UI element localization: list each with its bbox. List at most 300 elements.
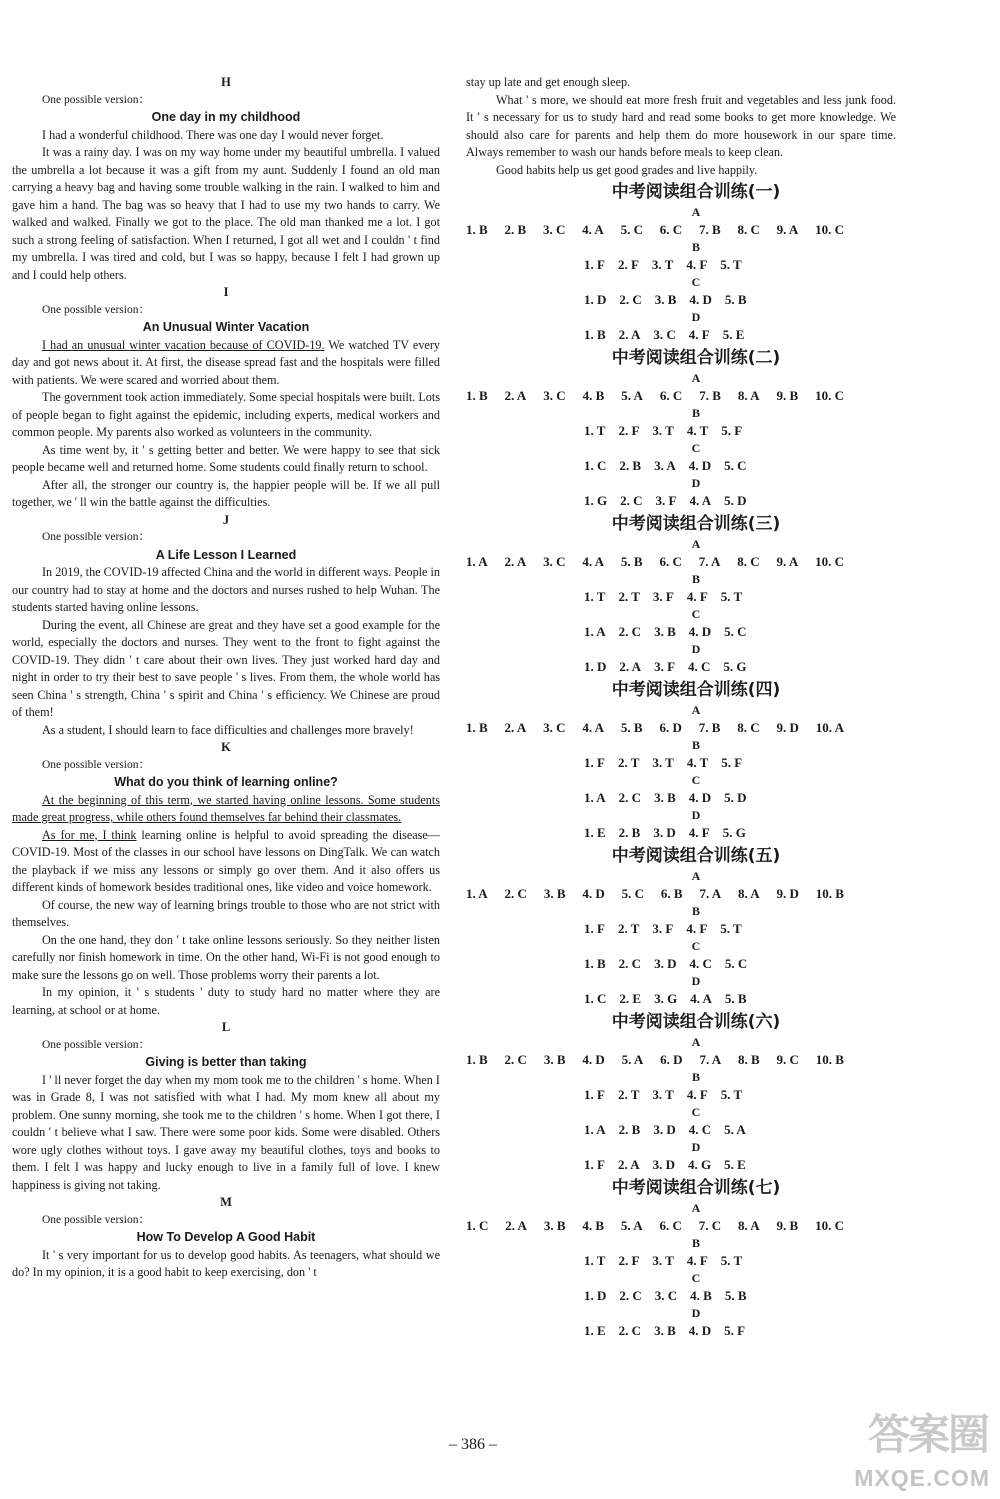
training-title: 中考阅读组合训练(二) — [611, 348, 781, 368]
part-letter: A — [691, 703, 701, 717]
essay-paragraph — [12, 477, 440, 512]
essay-section — [12, 1194, 440, 1282]
answer-item: 5. E — [724, 1157, 746, 1172]
answer-item: 5. A — [620, 1218, 643, 1233]
answer-item: 1. A — [466, 554, 488, 569]
essay-paragraph — [12, 792, 440, 827]
answer-row — [466, 324, 896, 345]
part-letter: B — [691, 904, 700, 918]
answer-item: 2. A — [504, 388, 527, 403]
answer-item: 3. B — [543, 1218, 566, 1233]
answer-item: 2. C — [504, 886, 527, 901]
essay-paragraph — [12, 984, 440, 1019]
answer-item: 5. F — [721, 755, 743, 770]
answer-item: 3. B — [654, 790, 676, 805]
essay-paragraph — [12, 442, 440, 477]
answer-item: 1. T — [584, 423, 606, 438]
watermark-url: MXQE.COM — [854, 1465, 990, 1491]
part-letter: D — [691, 974, 701, 988]
answer-item: 1. B — [466, 388, 488, 403]
answer-item: 2. C — [504, 1052, 527, 1067]
answer-item: 1. T — [584, 589, 606, 604]
essay-letter: M — [220, 1195, 232, 1209]
part-letter: B — [691, 1236, 700, 1250]
paragraph-text: As a student, I should learn to face difficulties and challenges more bravely! — [42, 722, 414, 737]
paragraph-text: learning online is helpful to avoid spreading the disease—COVID-19. Most of the classes in our school have lessons on DingTalk. We can watch the playback if we miss any lessons or simply go over them. And it also offers us different kinds of homework besides traditional ones, like video and voice homework. — [12, 827, 440, 894]
answer-item: 2. A — [617, 1157, 640, 1172]
answer-item: 9. A — [776, 554, 799, 569]
answer-item: 4. T — [686, 423, 709, 438]
part-letter: D — [691, 476, 701, 490]
answer-item: 2. E — [619, 991, 642, 1006]
essay-section — [12, 74, 440, 284]
answer-item: 6. C — [659, 1218, 682, 1233]
answer-item: 4. F — [686, 1253, 708, 1268]
answer-item: 4. D — [688, 624, 712, 639]
training-block — [466, 677, 896, 843]
answer-item: 10. C — [815, 1218, 844, 1233]
essay-paragraph — [12, 722, 440, 740]
paragraph-text: The government took action immediately. Some special hospitals were built. Lots of people began to fight against the epidemic, including experts, medical workers and common people. My parents also worked as volunteers in the community. — [12, 390, 440, 439]
part-letter: B — [691, 572, 700, 586]
answer-item: 2. T — [618, 589, 640, 604]
answer-item: 8. A — [737, 1218, 760, 1233]
essay-letter: L — [221, 1020, 231, 1034]
answer-item: 3. T — [652, 755, 674, 770]
answer-item: 2. A — [618, 327, 641, 342]
answer-item: 8. A — [737, 886, 760, 901]
part-letter: B — [691, 240, 700, 254]
answer-row — [466, 883, 896, 904]
answer-item: 1. B — [584, 327, 606, 342]
answer-item: 7. B — [698, 222, 721, 237]
answer-item: 4. C — [688, 659, 711, 674]
answer-item: 2. C — [618, 790, 642, 805]
training-block — [466, 1175, 896, 1341]
answer-item: 3. A — [654, 458, 676, 473]
answer-item: 1. F — [584, 755, 605, 770]
watermark — [806, 1402, 996, 1496]
part-letter: C — [691, 1105, 701, 1119]
answer-item: 3. D — [653, 1122, 676, 1137]
underlined-sentence: I had an unusual winter vacation because of COVID-19. — [42, 337, 325, 352]
answer-item: 10. C — [815, 222, 844, 237]
answer-item: 3. C — [543, 554, 566, 569]
answer-item: 1. D — [584, 659, 607, 674]
version-label: One possible version： — [42, 1213, 150, 1226]
answer-item: 4. A — [690, 991, 712, 1006]
part-letter: C — [691, 441, 701, 455]
answer-item: 5. A — [621, 388, 643, 403]
answer-item: 5. F — [724, 1323, 746, 1338]
part-letter: A — [691, 869, 701, 883]
answer-item: 5. D — [724, 790, 747, 805]
training-block — [466, 1009, 896, 1175]
part-letter: B — [691, 406, 700, 420]
answer-item: 5. T — [720, 921, 742, 936]
answer-item: 5. B — [724, 1288, 747, 1303]
answer-item: 3. T — [652, 1087, 674, 1102]
answer-item: 6. C — [659, 222, 683, 237]
answer-item: 3. C — [542, 222, 566, 237]
answer-item: 10. B — [815, 1052, 844, 1067]
version-label: One possible version： — [42, 1038, 150, 1051]
essay-title: What do you think of learning online? — [114, 775, 338, 789]
training-block — [466, 345, 896, 511]
paragraph-text: I ' ll never forget the day when my mom took me to the children ' s home. When I was in Grade 8, I was not satisfied with what I had. My mom knew all about my problem. One sunny morning, she took me to the children ' s home. When I got there, I couldn ' t believe what I saw. There were some poor kids. Some were disabled. Others wore ugly clothes without toys. I gave away my beautiful clothes, toys and books to them. I felt I was happy and lucky enough to live in a family full of love. I knew happiness is giving not taking. — [12, 1072, 440, 1192]
training-block — [466, 843, 896, 1009]
answer-item: 10. A — [815, 720, 844, 735]
answer-item: 1. A — [466, 886, 488, 901]
answer-item: 1. D — [584, 292, 607, 307]
answer-row — [466, 1084, 896, 1105]
essay-paragraph: stay up late and get enough sleep. — [466, 75, 631, 89]
version-label: One possible version： — [42, 531, 150, 543]
part-letter: D — [691, 1140, 701, 1154]
answer-item: 3. B — [654, 292, 677, 307]
answer-item: 2. A — [505, 1218, 527, 1233]
answer-item: 2. B — [618, 1122, 641, 1137]
part-letter: C — [691, 1271, 701, 1285]
answer-item: 4. D — [689, 292, 712, 307]
answer-item: 2. B — [619, 458, 642, 473]
answer-row — [466, 787, 896, 808]
answer-item: 2. T — [617, 1087, 640, 1102]
version-label: One possible version： — [42, 93, 150, 106]
answer-row — [466, 1049, 896, 1070]
answer-item: 2. C — [619, 292, 642, 307]
answer-item: 7. A — [699, 886, 722, 901]
answer-item: 6. B — [660, 886, 683, 901]
part-letter: C — [691, 773, 701, 787]
answer-item: 3. B — [654, 1323, 676, 1338]
answer-item: 6. D — [660, 1052, 683, 1067]
answer-item: 1. F — [584, 1157, 605, 1172]
answer-item: 1. A — [584, 1122, 606, 1137]
answer-item: 3. G — [654, 991, 678, 1006]
answer-item: 4. F — [686, 589, 708, 604]
part-letter: B — [691, 738, 700, 752]
answer-item: 4. A — [582, 554, 605, 569]
answer-item: 9. C — [776, 1052, 799, 1067]
answer-item: 8. A — [737, 388, 760, 403]
essay-letter: I — [223, 285, 229, 299]
answer-item: 2. C — [618, 956, 642, 971]
paragraph-text: On the one hand, they don ' t take online lessons seriously. So they neither listen carefully nor finish homework in time. On the other hand, Wi-Fi is not good enough to make sure the lessons go on well. Those problems worry their parents a lot. — [12, 932, 440, 982]
answer-item: 5. T — [720, 1253, 743, 1268]
answer-item: 4. D — [688, 790, 712, 805]
answer-item: 1. G — [584, 493, 608, 508]
answer-item: 5. D — [724, 493, 747, 508]
essay-title: An Unusual Winter Vacation — [142, 320, 310, 334]
answer-item: 5. A — [724, 1122, 746, 1137]
answer-row — [466, 1119, 896, 1140]
part-letter: D — [691, 310, 701, 324]
answer-item: 6. C — [659, 388, 683, 403]
answer-item: 4. F — [688, 825, 710, 840]
essay-section — [12, 512, 440, 740]
answer-item: 1. C — [466, 1218, 489, 1233]
answer-item: 1. A — [584, 624, 606, 639]
answer-item: 5. T — [720, 589, 743, 604]
answer-item: 7. A — [699, 1052, 722, 1067]
answer-row — [466, 822, 896, 843]
answer-item: 2. B — [504, 222, 527, 237]
paragraph-text: Of course, the new way of learning brings trouble to those who are not strict with themselves. — [12, 897, 440, 929]
answer-item: 1. B — [466, 222, 488, 237]
part-letter: A — [691, 371, 701, 385]
essay-paragraph — [12, 564, 440, 617]
part-letter: C — [691, 939, 701, 953]
part-letter: A — [691, 537, 701, 551]
answer-item: 6. D — [659, 720, 682, 735]
answer-item: 4. F — [686, 257, 708, 272]
answer-item: 3. B — [543, 886, 566, 901]
answer-item: 1. B — [466, 720, 488, 735]
answer-row — [466, 1250, 896, 1271]
essay-title: A Life Lesson I Learned — [155, 547, 297, 562]
answer-item: 4. B — [582, 388, 605, 403]
answer-item: 8. C — [737, 222, 760, 237]
essay-letter: H — [221, 75, 231, 89]
answer-item: 3. B — [543, 1052, 566, 1067]
answer-item: 9. D — [776, 886, 799, 901]
training-title: 中考阅读组合训练(三) — [611, 514, 781, 534]
answer-item: 5. C — [724, 624, 747, 639]
answer-item: 3. F — [652, 921, 674, 936]
answer-row — [466, 1215, 896, 1236]
essay-title: One day in my childhood — [151, 110, 301, 124]
essay-paragraph — [12, 144, 440, 284]
answer-item: 5. C — [621, 886, 645, 901]
training-title: 中考阅读组合训练(一) — [611, 182, 781, 202]
answer-item: 5. E — [722, 327, 745, 342]
answer-row — [466, 1154, 896, 1175]
answer-item: 5. A — [621, 1052, 644, 1067]
paragraph-text: It was a rainy day. I was on my way home under my beautiful umbrella. I valued the umbrella a lot because it was a gift from my aunt. Suddenly I found an old man carrying a heavy bag and having some trouble walking in the rain. I walked to him and gave him a hand. The bag was so heavy that I had to use my two hands to carry. We walked and walked. Finally we got to the place. The old man thanked me a lot. I got such a strong feeling of satisfaction. When I returned, I got all wet and I couldn ' t find my umbrella. I was tired and cold, but I was so happy, because I felt I had grown up and I could help others. — [12, 145, 440, 282]
essay-paragraph — [12, 827, 440, 897]
answer-item: 4. T — [686, 755, 709, 770]
right-column — [466, 74, 896, 1341]
answer-item: 4. D — [688, 1323, 712, 1338]
answer-item: 4. A — [689, 493, 712, 508]
answer-item: 4. F — [686, 921, 708, 936]
training-title: 中考阅读组合训练(四) — [611, 680, 781, 700]
answer-row — [466, 289, 896, 310]
answer-item: 2. T — [617, 755, 640, 770]
answer-item: 4. B — [582, 1218, 605, 1233]
answer-item: 1. F — [584, 921, 605, 936]
answer-item: 4. C — [689, 956, 712, 971]
answer-item: 1. F — [584, 257, 605, 272]
part-letter: A — [691, 1035, 701, 1049]
answer-item: 5. C — [724, 956, 748, 971]
essay-paragraph — [12, 617, 440, 722]
essay-paragraph — [12, 932, 440, 985]
answer-row — [466, 385, 896, 406]
essay-paragraph — [12, 127, 440, 145]
answer-item: 1. T — [584, 1253, 606, 1268]
training-title: 中考阅读组合训练(七) — [611, 1178, 781, 1198]
essay-section — [12, 284, 440, 512]
paragraph-text: During the event, all Chinese are great and they have set a good example for the world, especially the doctors and nurses. They went to the front to fight against the COVID-19. They didn ' t care about their own lives. They just worked hard day and night in order to try their best to save people ' s lives. From them, the whole world has seen China ' s strength, China ' s spirit and China ' s efficiency. We Chinese are proud of them! — [12, 617, 440, 719]
essay-paragraph — [12, 389, 440, 442]
part-letter: D — [691, 642, 701, 656]
essay-paragraph — [12, 897, 440, 932]
answer-item: 7. B — [699, 388, 721, 403]
answer-item: 2. F — [618, 1253, 640, 1268]
answer-item: 6. C — [659, 554, 682, 569]
answer-item: 2. C — [618, 1323, 642, 1338]
paragraph-text: We watched TV every day and got news about it. At first, the disease spread fast and the hospitals were filled with patients. We were scared and worried about them. — [12, 337, 440, 387]
answer-item: 1. B — [466, 1052, 488, 1067]
answer-item: 1. D — [584, 1288, 607, 1303]
answer-row — [466, 621, 896, 642]
answer-row — [466, 752, 896, 773]
answer-item: 8. B — [737, 1052, 760, 1067]
answer-item: 1. C — [584, 458, 607, 473]
paragraph-text: After all, the stronger our country is, the happier people will be. If we all pull together, we ' ll win the battle against the difficulties. — [12, 477, 440, 509]
answer-item: 10. B — [815, 886, 844, 901]
answer-item: 3. C — [543, 388, 566, 403]
essay-paragraph — [12, 337, 440, 390]
answer-item: 2. B — [618, 825, 641, 840]
answer-item: 2. T — [617, 921, 640, 936]
underlined-sentence: As for me, I think — [42, 827, 137, 842]
answer-item: 5. C — [620, 222, 643, 237]
answer-item: 5. B — [724, 991, 747, 1006]
part-letter: C — [691, 607, 701, 621]
answer-item: 1. E — [584, 1323, 606, 1338]
answer-item: 5. B — [620, 554, 643, 569]
answer-item: 1. F — [584, 1087, 605, 1102]
answer-row — [466, 988, 896, 1009]
answer-item: 9. D — [776, 720, 799, 735]
answer-item: 4. A — [582, 720, 605, 735]
training-title: 中考阅读组合训练(五) — [611, 846, 781, 866]
answer-item: 2. A — [504, 554, 527, 569]
answer-item: 2. C — [618, 624, 642, 639]
answer-item: 4. B — [690, 1288, 712, 1303]
part-letter: D — [691, 808, 701, 822]
answer-item: 1. B — [584, 956, 606, 971]
essay-letter: K — [221, 740, 231, 754]
answer-row — [466, 918, 896, 939]
answer-row — [466, 717, 896, 738]
answer-item: 5. B — [724, 292, 747, 307]
paragraph-text: In my opinion, it ' s students ' duty to study hard no matter where they are learning, at school or at home. — [12, 985, 440, 1017]
answer-item: 4. F — [686, 1087, 708, 1102]
part-letter: C — [691, 275, 701, 289]
answer-item: 5. B — [620, 720, 643, 735]
answer-item: 10. C — [815, 554, 844, 569]
answer-item: 3. C — [653, 327, 676, 342]
answer-row — [466, 254, 896, 275]
answer-item: 4. D — [582, 886, 605, 901]
answer-item: 3. T — [652, 1253, 674, 1268]
answer-item: 4. D — [688, 458, 712, 473]
answer-item: 5. T — [720, 257, 742, 272]
part-letter: A — [691, 1201, 701, 1215]
answer-row — [466, 1320, 896, 1341]
answer-item: 7. B — [698, 720, 721, 735]
part-letter: D — [691, 1306, 701, 1320]
answer-item: 3. D — [654, 956, 677, 971]
answer-item: 2. F — [617, 257, 639, 272]
answer-item: 3. F — [654, 659, 676, 674]
answer-item: 5. G — [722, 825, 746, 840]
answer-item: 3. D — [652, 1157, 676, 1172]
answer-item: 1. C — [584, 991, 607, 1006]
answer-row — [466, 551, 896, 572]
answer-item: 2. C — [619, 1288, 642, 1303]
answer-row — [466, 219, 896, 240]
essay-section — [12, 1019, 440, 1194]
answer-row — [466, 1285, 896, 1306]
training-block — [466, 179, 896, 345]
answer-item: 3. F — [652, 589, 674, 604]
page-number: – 386 – — [449, 1436, 497, 1453]
answer-item: 3. C — [654, 1288, 678, 1303]
version-label: One possible version： — [42, 758, 150, 771]
answer-item: 9. B — [776, 1218, 799, 1233]
answer-item: 1. E — [584, 825, 606, 840]
answer-item: 5. C — [724, 458, 747, 473]
answer-item: 1. A — [584, 790, 606, 805]
answer-item: 4. D — [582, 1052, 605, 1067]
answer-item: 3. D — [653, 825, 676, 840]
essay-title: How To Develop A Good Habit — [136, 1230, 316, 1244]
essay-paragraph: Good habits help us get good grades and live happily. — [496, 162, 758, 177]
watermark-logo: 答案圈 — [867, 1410, 988, 1459]
paragraph-text: As time went by, it ' s getting better and better. We were happy to see that sick people became well and returned home. Some students could finally return to school. — [12, 442, 440, 474]
answer-item: 7. C — [698, 1218, 722, 1233]
essay-paragraph — [12, 1072, 440, 1195]
answer-item: 5. G — [723, 659, 747, 674]
underlined-sentence: At the beginning of this term, we started having online lessons. Some students made great progress, while others found themselves far behind their classmates. — [12, 792, 440, 824]
answer-item: 3. T — [652, 423, 674, 438]
essay-section — [12, 739, 440, 1019]
answer-item: 9. B — [776, 388, 799, 403]
answer-item: 5. F — [721, 423, 743, 438]
training-title: 中考阅读组合训练(六) — [611, 1012, 781, 1032]
essay-continuation — [466, 74, 896, 179]
answer-item: 4. C — [688, 1122, 712, 1137]
answer-item: 3. T — [651, 257, 674, 272]
answer-item: 3. F — [655, 493, 677, 508]
essay-paragraph: What ' s more, we should eat more fresh fruit and vegetables and less junk food. It ' s necessary for us to study hard and read some books to get more knowledge. We should also care for parents and help them do more housework in our spare time. Always remember to wash our hands before meals to keep clean. — [466, 92, 896, 159]
answer-item: 2. A — [619, 659, 642, 674]
answer-item: 10. C — [815, 388, 844, 403]
answer-row — [466, 953, 896, 974]
answer-item: 4. A — [582, 222, 604, 237]
essay-title: Giving is better than taking — [145, 1055, 307, 1069]
answer-row — [466, 586, 896, 607]
answer-item: 2. C — [620, 493, 643, 508]
answer-item: 3. B — [654, 624, 676, 639]
training-block — [466, 511, 896, 677]
essay-paragraph — [12, 1247, 440, 1282]
answer-item: 5. T — [720, 1087, 743, 1102]
answer-item: 2. F — [618, 423, 640, 438]
answer-row — [466, 656, 896, 677]
answer-row — [466, 420, 896, 441]
answer-item: 8. C — [737, 720, 760, 735]
answer-row — [466, 490, 896, 511]
version-label: One possible version： — [42, 303, 150, 316]
part-letter: A — [691, 205, 701, 219]
answer-item: 8. C — [737, 554, 760, 569]
